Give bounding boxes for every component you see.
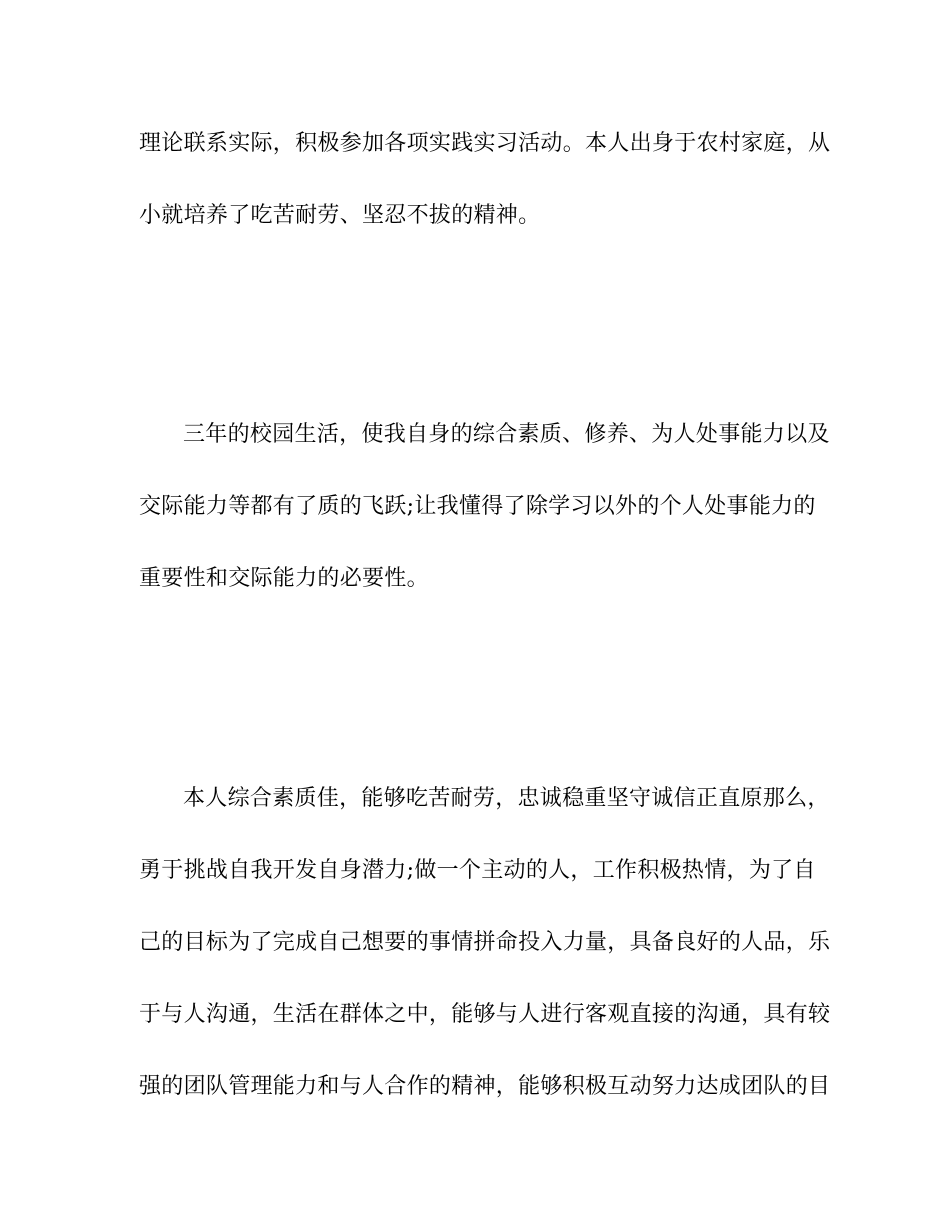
paragraph-2-line-1: 三年的校园生活，使我自身的综合素质、修养、为人处事能力以及 (183, 422, 830, 447)
paragraph-3-line-2: 勇于挑战自我开发自身潜力;做一个主动的人，工作积极热情，为了自 (139, 858, 816, 883)
paragraph-1-line-2: 小就培养了吃苦耐劳、坚忍不拔的精神。 (139, 203, 541, 228)
paragraph-3-line-3: 己的目标为了完成自己想要的事情拼命投入力量，具备良好的人品，乐 (139, 930, 831, 955)
paragraph-3-line-1: 本人综合素质佳，能够吃苦耐劳，忠诚稳重坚守诚信正直原那么， (183, 786, 830, 811)
paragraph-1-line-1: 理论联系实际，积极参加各项实践实习活动。本人出身于农村家庭，从 (139, 131, 831, 156)
paragraph-2-line-3: 重要性和交际能力的必要性。 (139, 566, 429, 591)
paragraph-2-line-2: 交际能力等都有了质的飞跃;让我懂得了除学习以外的个人处事能力的 (139, 494, 816, 519)
paragraph-3-line-4: 于与人沟通，生活在群体之中，能够与人进行客观直接的沟通，具有较 (139, 1002, 831, 1027)
paragraph-3-line-5: 强的团队管理能力和与人合作的精神，能够积极互动努力达成团队的目 (139, 1074, 831, 1099)
